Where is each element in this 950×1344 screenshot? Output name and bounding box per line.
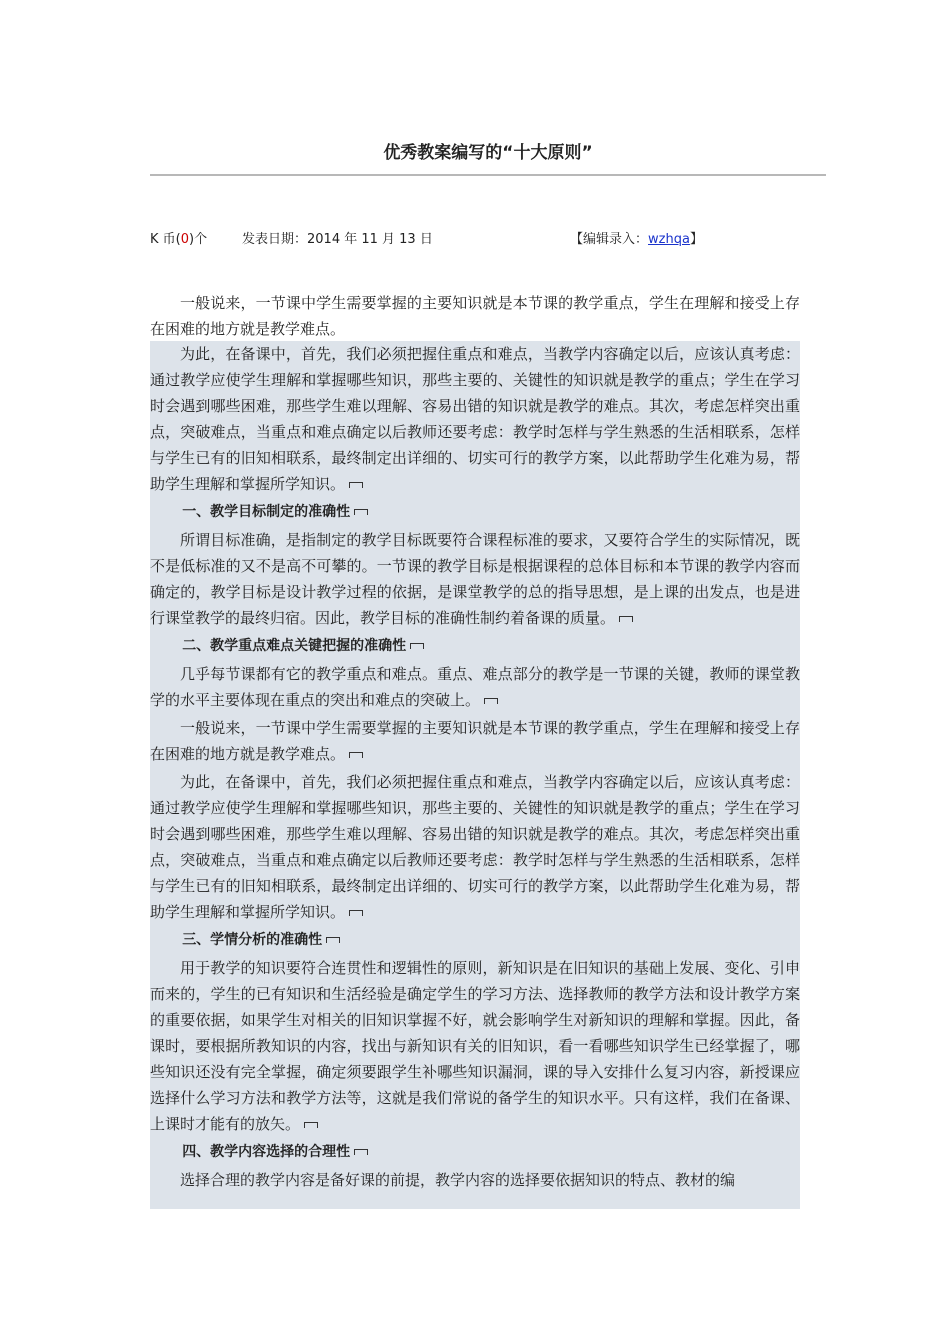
paragraph-mark-icon [619, 616, 633, 622]
body-paragraph: 所谓目标准确，是指制定的教学目标既要符合课程标准的要求，又要符合学生的实际情况，既不是低标准的又不是高不可攀的。一节课的教学目标是根据课程的总体目标和本节课的教学内容而确定的，教学目标是设计教学过程的依据，是课堂教学的总的指导思想，是上课的出发点，也是进行课堂教学的最终归宿。因此，教学目标的准确性制约着备课的质量。 [150, 531, 800, 627]
body-paragraph: 为此，在备课中，首先，我们必须把握住重点和难点，当教学内容确定以后，应该认真考虑：通过教学应使学生理解和掌握哪些知识，那些主要的、关键性的知识就是教学的重点；学生在学习时会遇到哪些困难，那些学生难以理解、容易出错的知识就是教学的难点。其次，考虑怎样突出重点，突破难点，当重点和难点确定以后教师还要考虑：教学时怎样与学生熟悉的生活相联系，怎样与学生已有的旧知相联系，最终制定出详细的、切实可行的教学方案，以此帮助学生化难为易，帮助学生理解和掌握所学知识。 [150, 773, 800, 921]
body-paragraph: 用于教学的知识要符合连贯性和逻辑性的原则，新知识是在旧知识的基础上发展、变化、引申而来的，学生的已有知识和生活经验是确定学生的学习方法、选择教师的教学方法和设计教学方案的重要依据，如果学生对相关的旧知识掌握不好，就会影响学生对新知识的理解和掌握。因此，备课时，要根据所教知识的内容，找出与新知识有关的旧知识，看一看哪些知识学生已经掌握了，哪些知识还没有完全掌握，确定须要跟学生补哪些知识漏洞，课的导入安排什么复习内容，新授课应选择什么学习方法和教学方法等，这就是我们常说的备学生的知识水平。只有这样，我们在备课、上课时才能有的放矢。 [150, 959, 800, 1133]
paragraph-mark-icon [349, 482, 363, 488]
paragraph-mark-icon [349, 752, 363, 758]
kcoin-prefix: K 币( [150, 232, 181, 247]
publish-date: 发表日期：2014 年 11 月 13 日 [242, 232, 433, 247]
section-heading-3: 三、学情分析的准确性 [150, 927, 800, 953]
body-paragraph: 几乎每节课都有它的教学重点和难点。重点、难点部分的教学是一节课的关键，教师的课堂教学的水平主要体现在重点的突出和难点的突破上。 [150, 665, 800, 709]
editor-suffix: 】 [689, 232, 703, 247]
editor-link[interactable]: wzhqa [648, 232, 690, 247]
paragraph-mark-icon [326, 937, 340, 943]
paragraph-mark-icon [484, 698, 498, 704]
article-meta [150, 228, 826, 248]
paragraph-mark-icon [304, 1122, 318, 1128]
body-paragraph: 一般说来，一节课中学生需要掌握的主要知识就是本节课的教学重点，学生在理解和接受上存在困难的地方就是教学难点。 [150, 719, 800, 763]
paragraph-mark-icon [349, 910, 363, 916]
editor-prefix: 【编辑录入： [570, 232, 649, 247]
title-divider [150, 174, 826, 176]
article-title: 优秀教案编写的“十大原则” [383, 143, 593, 163]
intro-paragraph: 一般说来，一节课中学生需要掌握的主要知识就是本节课的教学重点，学生在理解和接受上存在困难的地方就是教学难点。 [150, 294, 800, 338]
section-heading-4: 四、教学内容选择的合理性 [150, 1139, 800, 1165]
paragraph-mark-icon [410, 643, 424, 649]
editor-info [570, 228, 703, 247]
section-heading-2: 二、教学重点难点关键把握的准确性 [150, 633, 800, 659]
paragraph-mark-icon [354, 1149, 368, 1155]
article-body [150, 341, 800, 1209]
kcoin-value: 0 [180, 232, 190, 247]
paragraph-mark-icon [354, 509, 368, 515]
kcoin-suffix: )个 [189, 232, 208, 247]
body-paragraph: 选择合理的教学内容是备好课的前提，教学内容的选择要依据知识的特点、教材的编 [180, 1171, 736, 1189]
body-paragraph: 为此，在备课中，首先，我们必须把握住重点和难点，当教学内容确定以后，应该认真考虑：通过教学应使学生理解和掌握哪些知识，那些主要的、关键性的知识就是教学的重点；学生在学习时会遇到哪些困难，那些学生难以理解、容易出错的知识就是教学的难点。其次，考虑怎样突出重点，突破难点，当重点和难点确定以后教师还要考虑：教学时怎样与学生熟悉的生活相联系，怎样与学生已有的旧知相联系，最终制定出详细的、切实可行的教学方案，以此帮助学生化难为易，帮助学生理解和掌握所学知识。 [150, 345, 800, 493]
kcoin-info [150, 228, 207, 247]
section-heading-1: 一、教学目标制定的准确性 [150, 499, 800, 525]
